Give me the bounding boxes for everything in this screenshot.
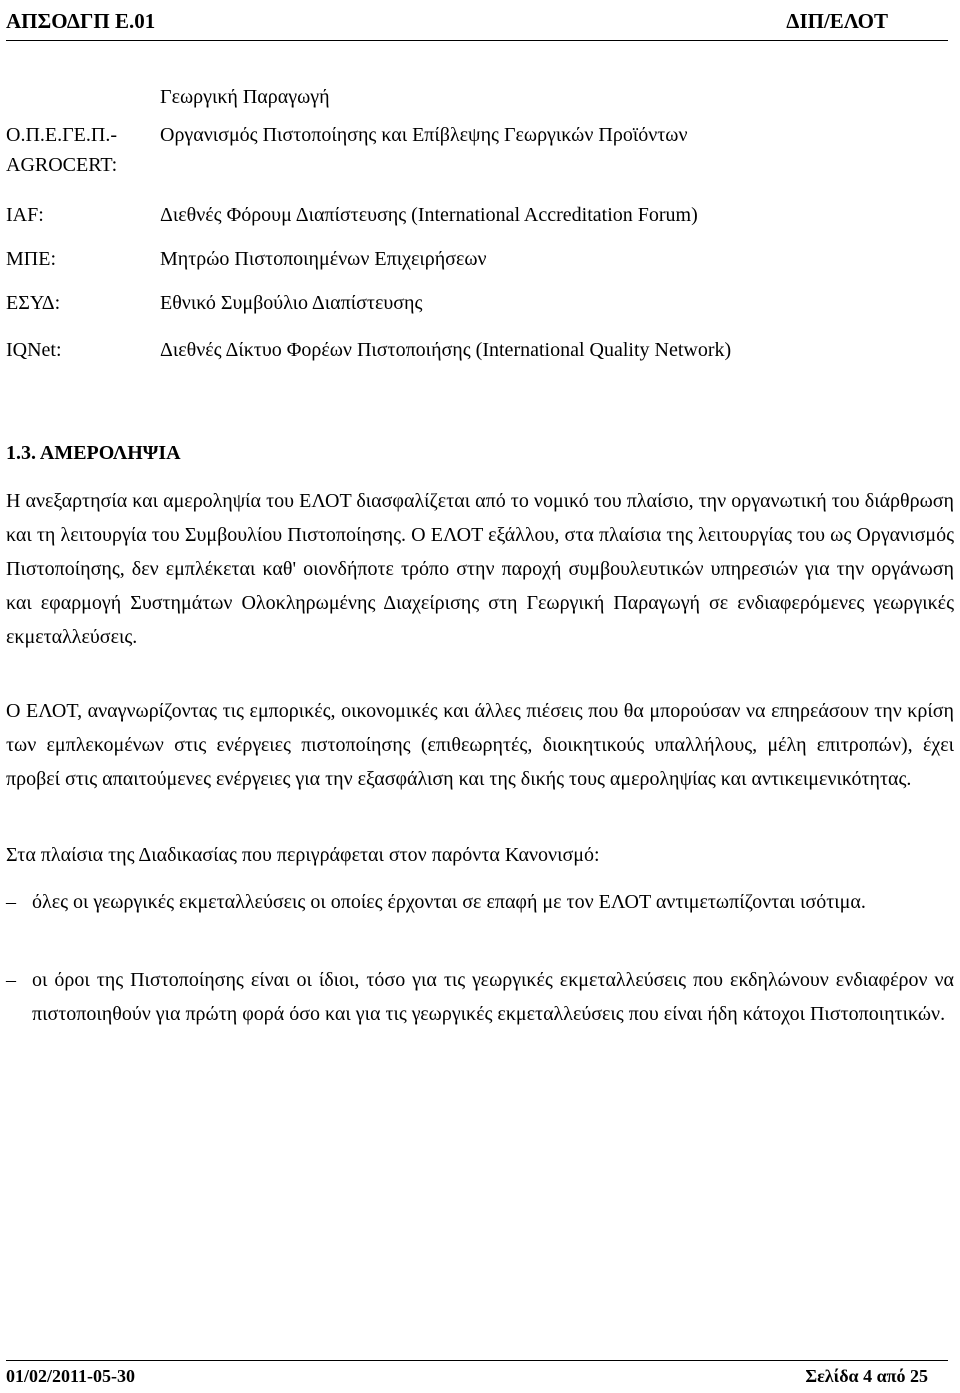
page-number: Σελίδα 4 από 25: [805, 1366, 928, 1386]
list-item: [6, 963, 954, 1031]
paragraph: Η ανεξαρτησία και αμεροληψία του ΕΛΟΤ διασφαλίζεται από το νομικό του πλαίσιο, την οργανωτική του διάρθρωση και τη λειτουργία του Συμβουλίου Πιστοποίησης. Ο ΕΛΟΤ εξάλλου, στα πλαίσια της λειτουργίας του ως Οργανισμός Πιστοποίησης, δεν εμπλέκεται καθ' οιονδήποτε τρόπο στην παροχή συμβουλευτικών υπηρεσιών για την οργάνωση και εφαρμογή Συστημάτων Ολοκληρωμένης Διαχείρισης στη Γεωργική Παραγωγή σε ενδιαφερόμενες γεωργικές εκμεταλλεύσεις.: [6, 490, 954, 648]
abbreviation-value: Οργανισμός Πιστοποίησης και Επίβλεψης Γεωργικών Προϊόντων: [160, 124, 688, 146]
abbreviation-key: IQNet:: [6, 339, 62, 361]
list-item-text: οι όροι της Πιστοποίησης είναι οι ίδιοι, τόσο για τις γεωργικές εκμεταλλεύσεις που εκδηλώνουν ενδιαφέρον να πιστοποιηθούν για πρώτη φορά όσο και για τις γεωργικές εκμεταλλεύσεις που είναι ήδη κάτοχοι Πιστοποιητικών.: [32, 969, 954, 1025]
abbreviation-key: ΜΠΕ:: [6, 248, 56, 270]
section-title: 1.3. ΑΜΕΡΟΛΗΨΙΑ: [6, 442, 181, 464]
document-code: ΑΠΣΟΔΓΠ Ε.01: [6, 9, 156, 33]
abbreviation-key: Ο.Π.Ε.ΓΕ.Π.- AGROCERT:: [6, 124, 118, 176]
list-item-text: όλες οι γεωργικές εκμεταλλεύσεις οι οποίες έρχονται σε επαφή με τον ΕΛΟΤ αντιμετωπίζονται ισότιμα.: [32, 891, 866, 913]
abbreviation-key: ΕΣΥΔ:: [6, 292, 61, 314]
list-item: [6, 885, 954, 919]
footer-date: 01/02/2011-05-30: [6, 1366, 135, 1386]
abbreviation-key: IAF:: [6, 204, 44, 226]
abbreviation-value: Διεθνές Φόρουμ Διαπίστευσης (International Accreditation Forum): [160, 204, 698, 226]
department-code: ΔΙΠ/ΕΛΟΤ: [786, 9, 888, 33]
abbreviation-value: Εθνικό Συμβούλιο Διαπίστευσης: [160, 292, 423, 314]
abbreviation-value: Γεωργική Παραγωγή: [160, 86, 330, 108]
abbreviation-value: Διεθνές Δίκτυο Φορέων Πιστοποιήσης (International Quality Network): [160, 339, 732, 361]
abbreviation-value: Μητρώο Πιστοποιημένων Επιχειρήσεων: [160, 248, 487, 270]
bullet-dash-icon: –: [6, 969, 16, 991]
page-footer: [6, 1360, 948, 1391]
page-header: [6, 6, 948, 41]
paragraph: Στα πλαίσια της Διαδικασίας που περιγράφεται στον παρόντα Κανονισμό:: [6, 844, 600, 866]
bullet-dash-icon: –: [6, 891, 16, 913]
paragraph: Ο ΕΛΟΤ, αναγνωρίζοντας τις εμπορικές, οικονομικές και άλλες πιέσεις που θα μπορούσαν να επηρεάσουν την κρίση των εμπλεκομένων στις ενέργειες πιστοποίησης (επιθεωρητές, διοικητικούς υπαλλήλους, μέλη επιτροπών), έχει προβεί στις απαιτούμενες ενέργειες για την εξασφάλιση και της δικής τους αμεροληψίας και αντικειμενικότητας.: [6, 700, 954, 790]
